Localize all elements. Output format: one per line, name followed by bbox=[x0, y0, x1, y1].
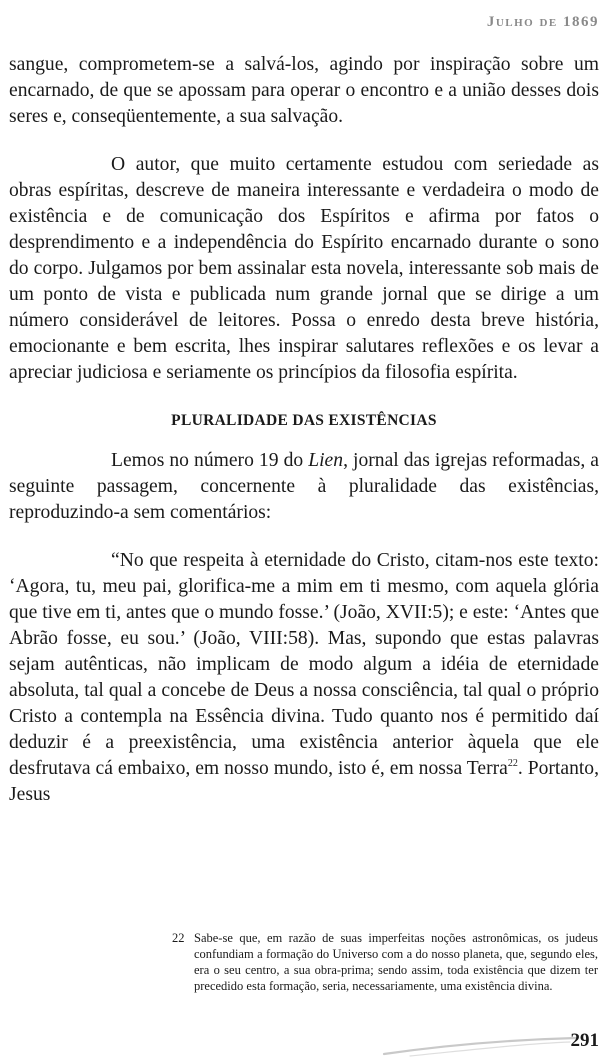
footnote-reference[interactable]: 22 bbox=[507, 758, 518, 769]
quote-text-after: . Portanto, Jesus bbox=[9, 758, 600, 805]
page-ornament-swoosh-icon bbox=[380, 1034, 580, 1058]
running-header: Julho de 1869 bbox=[486, 14, 599, 30]
page-body bbox=[9, 52, 599, 808]
lien-text-after: , jornal das igrejas reformadas, a seguinte passagem, concernente à pluralidade das existências, reproduzindo-a sem comentários: bbox=[9, 450, 599, 523]
page-number: 291 bbox=[570, 1030, 599, 1051]
paragraph-review: O autor, que muito certamente estudou com seriedade as obras espíritas, descreve de maneira interessante e verdadeira o modo de existência e de comunicação dos Espíritos e afirma por fatos o desprendimento e a independência do Espírito encarnado durante o sono do corpo. Julgamos por bem assinalar esta novela, interessante sob mais de um ponto de vista e publicada num grande jornal que se dirige a um número considerável de leitores. Possa o enredo desta breve história, emocionante e bem escrita, lhes inspirar salutares reflexões e os levar a apreciar judiciosa e seriamente os princípios da filosofia espírita. bbox=[9, 154, 599, 383]
paragraph-continuation: sangue, comprometem-se a salvá-los, agindo por inspiração sobre um encarnado, de que se apossam para operar o encontro e a união desses dois seres e, conseqüentemente, a sua salvação. bbox=[9, 54, 599, 127]
paragraph-lien bbox=[9, 448, 599, 526]
quote-text-before: “No que respeita à eternidade do Cristo, citam-nos este texto: ‘Agora, tu, meu pai, glorifica-me a mim em ti mesmo, com aquela glória que tive em ti, antes que o mundo fosse.’ (João, XVII:5); e este: ‘Antes que Abrão fosse, eu sou.’ (João, VIII:58). Mas, supondo que estas palavras sejam autênticas, não implicam de modo algum a idéia de eternidade absoluta, tal qual a concebe de Deus a nossa consciência, tal qual o próprio Cristo a contempla na Essência divina. Tudo quanto nos é permitido daí deduzir é a preexistência, uma existência anterior àquela que ele desfrutava cá embaixo, em nosso mundo, isto é, em nossa Terra bbox=[9, 550, 600, 779]
footnote bbox=[172, 930, 598, 994]
footnote-number: 22 bbox=[172, 931, 185, 945]
paragraph-quote bbox=[9, 548, 599, 808]
section-heading: PLURALIDADE DAS EXISTÊNCIAS bbox=[171, 412, 437, 429]
footnote-text: Sabe-se que, em razão de suas imperfeitas noções astronômicas, os judeus confundiam a formação do Universo com a do nosso planeta, que, segundo eles, era o seu centro, a sua obra-prima; sendo assim, toda existência que dizem ter precedido esta formação, seria, necessariamente, uma existência divina. bbox=[194, 931, 598, 993]
lien-text-before: Lemos no número 19 do bbox=[111, 450, 309, 471]
lien-journal-title: Lien bbox=[308, 450, 344, 471]
